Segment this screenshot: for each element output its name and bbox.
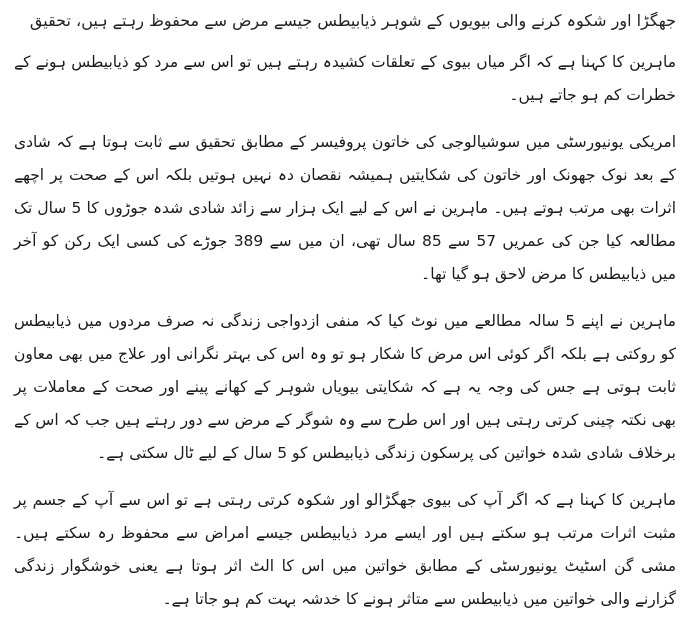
article-paragraph-3: ماہرین نے اپنے 5 سالہ مطالعے میں نوٹ کیا کہ منفی ازدواجی زندگی نہ صرف مردوں میں ذیابیطس کو روکتی ہے بلکہ اگر کوئی اس مرض کا شکار ہو تو وہ اس کی بہتر نگرانی اور علاج میں بھی معاون ثابت ہوتی ہے جس کی وجہ یہ ہے کہ شکایتی بیویاں شوہر کے کھانے پینے اور صحت کے معاملات پر بھی نکتہ چینی کرتی رہتی ہیں اور اس طرح سے وہ شوگر کے مرض سے دور رہتے ہیں جب کہ اس کے برخلاف شادی شدہ خواتین کی پرسکون زندگی ذیابیطس کو 5 سال کے لیے ٹال سکتی ہے۔ [14,312,676,462]
article-paragraph-1: ماہرین کا کہنا ہے کہ اگر میاں بیوی کے تعلقات کشیدہ رہتے ہیں تو اس سے مرد کو ذیابیطس ہونے کے خطرات کم ہو جاتے ہیں۔ [14,53,676,104]
article-paragraph-4: ماہرین کا کہنا ہے کہ اگر آپ کی بیوی جھگڑالو اور شکوہ کرتی رہتی ہے تو اس سے آپ کے جسم پر مثبت اثرات مرتب ہو سکتے ہیں اور ایسے مرد ذیابیطس جیسے امراض سے محفوظ رہ سکتے ہیں۔ مشی گن اسٹیٹ یونیورسٹی کے مطابق خواتین میں اس کا الٹ اثر ہوتا ہے یعنی خوشگوار زندگی گزارنے والی خواتین میں ذیابیطس سے متاثر ہونے کا خدشہ بہت کم ہو جاتا ہے۔ [14,491,676,608]
article-headline: جھگڑا اور شکوہ کرنے والی بیویوں کے شوہر ذیابیطس جیسے مرض سے محفوظ رہتے ہیں، تحقیق [29,11,676,30]
article-paragraph-2: امریکی یونیورسٹی میں سوشیالوجی کی خاتون پروفیسر کے مطابق تحقیق سے ثابت ہوتا ہے کہ شادی کے بعد نوک جھونک اور خاتون کی شکایتیں ہمیشہ نقصان دہ نہیں ہوتیں بلکہ اس کے صحت پر اچھے اثرات بھی مرتب ہوتے ہیں۔ ماہرین نے اس کے لیے ایک ہزار سے زائد شادی شدہ جوڑوں کا 5 سال تک مطالعہ کیا جن کی عمریں 57 سے 85 سال تھی، ان میں سے 389 جوڑے کی کسی ایک رکن کو آخر میں ذیابیطس کا مرض لاحق ہو گیا تھا۔ [14,133,677,283]
